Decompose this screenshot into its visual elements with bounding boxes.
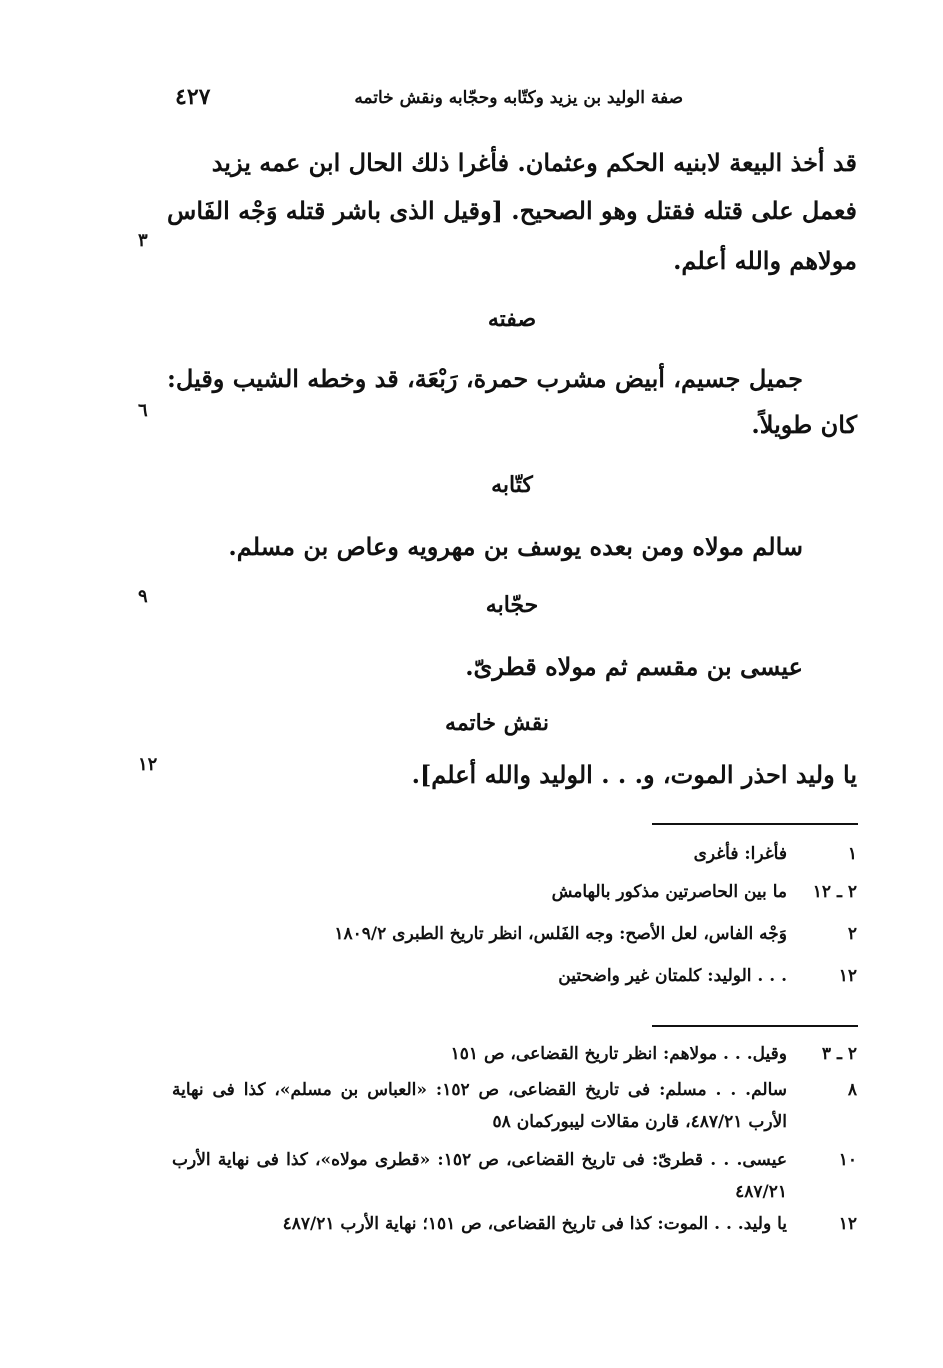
note-text: ما بين الحاصرتين مذكور بالهامش [551, 882, 787, 902]
body-line: قد أخذ البيعة لابنيه الحكم وعثمان. فأغرا ذلك الحال ابن عمه يزيد [211, 148, 857, 177]
body-line: كان طويلاً. [751, 410, 857, 439]
note-ref: ١٢ [838, 1214, 857, 1234]
note-text: عيسى. . . قطرىّ: فى تاريخ القضاعى، ص ١٥٢: «قطرى مولاه»، كذا فى نهاية الأرب ٤٨٧/٢١ [172, 1150, 788, 1202]
section-heading: كتّابه [491, 472, 533, 498]
note-text: سالم. . . مسلم: فى تاريخ القضاعى، ص ١٥٢: «العباس بن مسلم»، كذا فى نهاية الأرب ٤٨٧/٢١، قارن مقالات ليبوركمان ٥٨ [172, 1080, 787, 1132]
body-line: جميل جسيم، أبيض مشرب حمرة، رَبْعَة، قد وخطه الشيب وقيل: [167, 364, 803, 393]
margin-line-number: ١٢ [138, 754, 158, 775]
margin-line-number: ٩ [138, 586, 148, 607]
margin-line-number: ٦ [138, 400, 148, 421]
running-title: صفة الوليد بن يزيد وكتّابه وحجّابه ونقش خاتمه [354, 88, 683, 108]
body-line: مولاهم والله أعلم. [673, 246, 857, 275]
note-ref: ١ [847, 844, 857, 864]
note-ref: ٢ ـ ٣ [821, 1044, 857, 1064]
page-number: ٤٢٧ [175, 84, 211, 110]
note-ref: ١٢ [838, 966, 857, 986]
footnote-rule [652, 1025, 858, 1027]
note-text: فأغرا: فأغرى [693, 844, 787, 864]
note-ref: ١٠ [838, 1150, 857, 1170]
note-ref: ٢ ـ ١٢ [812, 882, 857, 902]
note-text: وَجْه الفاس، لعل الأصح: وجه الفَلس، انظر تاريخ الطبرى ١٨٠٩/٢ [334, 924, 787, 944]
note-text: وقيل. . . مولاهم: انظر تاريخ القضاعى، ص ١٥١ [450, 1044, 787, 1064]
footnote-rule [652, 823, 858, 825]
section-heading: صفته [487, 306, 537, 332]
body-line: يا وليد احذر الموت، و. . . الوليد والله أعلم]. [411, 760, 857, 789]
margin-line-number: ٣ [138, 230, 148, 251]
body-line: سالم مولاه ومن بعده يوسف بن مهرويه وعاص بن مسلم. [228, 532, 803, 561]
body-line: عيسى بن مقسم ثم مولاه قطرىّ. [465, 652, 803, 681]
section-heading: نقش خاتمه [445, 710, 549, 736]
body-line: فعمل على قتله فقتل وهو الصحيح. [وقيل الذى باشر قتله وَجْه الفَاس [167, 196, 857, 225]
section-heading: حجّابه [485, 592, 539, 618]
note-ref: ٨ [847, 1080, 857, 1100]
note-text: . . . الوليد: كلمتان غير واضحتين [558, 966, 787, 986]
note-text: يا وليد. . . الموت: كذا فى تاريخ القضاعى، ص ١٥١؛ نهاية الأرب ٤٨٧/٢١ [282, 1214, 787, 1234]
note-ref: ٢ [847, 924, 857, 944]
